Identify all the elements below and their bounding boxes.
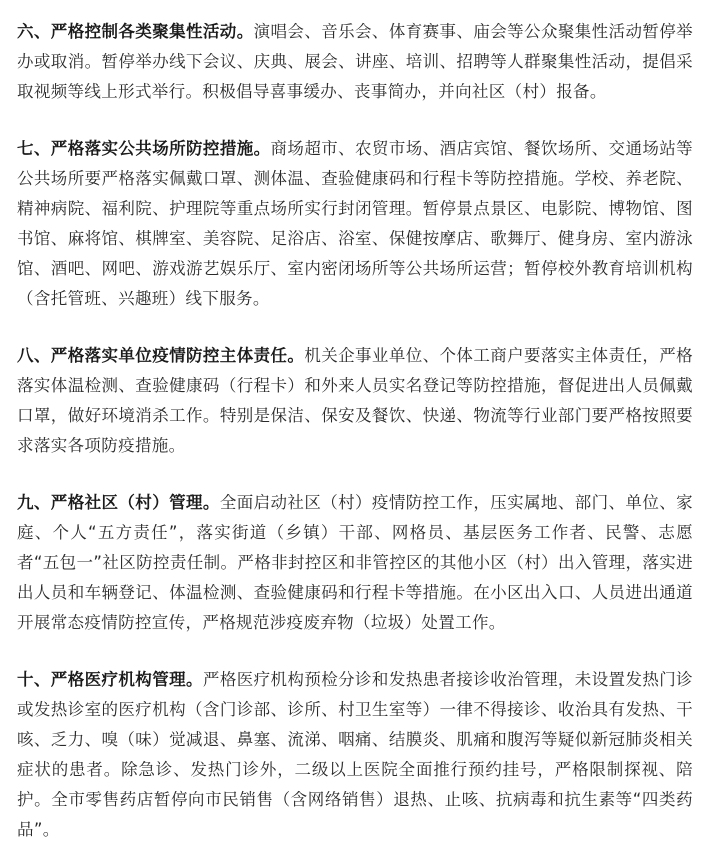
section-heading: 六、严格控制各类聚集性活动。 <box>17 22 254 41</box>
section-7 <box>17 134 693 314</box>
section-text: 演唱会、音乐会、体育赛事、庙会等公众聚集性活动暂停举办或取消。暂停举办线下会议、庆典、展会、讲座、培训、招聘等人群聚集性活动，提倡采取视频等线上形式举行。积极倡导喜事缓办、丧事简办，并向社区（村）报备。 <box>17 22 693 101</box>
section-9 <box>17 488 693 638</box>
section-text: 全面启动社区（村）疫情防控工作，压实属地、部门、单位、家庭、个人“五方责任”，落实街道（乡镇）干部、网格员、基层医务工作者、民警、志愿者“五包一”社区防控责任制。严格非封控区和非管控区的其他小区（村）出入管理，落实进出人员和车辆登记、体温检测、查验健康码和行程卡等措施。在小区出入口、人员进出通道开展常态疫情防控宣传，严格规范涉疫废弃物（垃圾）处置工作。 <box>17 493 693 632</box>
section-8 <box>17 341 693 461</box>
section-10 <box>17 665 693 845</box>
section-heading: 十、严格医疗机构管理。 <box>17 670 203 689</box>
section-text: 严格医疗机构预检分诊和发热患者接诊收治管理，未设置发热门诊或发热诊室的医疗机构（含门诊部、诊所、村卫生室等）一律不得接诊、收治具有发热、干咳、乏力、嗅（味）觉减退、鼻塞、流涕、咽痛、结膜炎、肌痛和腹泻等疑似新冠肺炎相关症状的患者。除急诊、发热门诊外，二级以上医院全面推行预约挂号，严格限制探视、陪护。全市零售药店暂停向市民销售（含网络销售）退热、止咳、抗病毒和抗生素等“四类药品”。 <box>17 670 693 839</box>
section-heading: 七、严格落实公共场所防控措施。 <box>17 139 271 158</box>
section-heading: 八、严格落实单位疫情防控主体责任。 <box>17 346 305 365</box>
section-6 <box>17 17 693 107</box>
section-text: 商场超市、农贸市场、酒店宾馆、餐饮场所、交通场站等公共场所要严格落实佩戴口罩、测体温、查验健康码和行程卡等防控措施。学校、养老院、精神病院、福利院、护理院等重点场所实行封闭管理。暂停景点景区、电影院、博物馆、图书馆、麻将馆、棋牌室、美容院、足浴店、浴室、保健按摩店、歌舞厅、健身房、室内游泳馆、酒吧、网吧、游戏游艺娱乐厅、室内密闭场所等公共场所运营；暂停校外教育培训机构（含托管班、兴趣班）线下服务。 <box>17 139 694 308</box>
section-text: 机关企事业单位、个体工商户要落实主体责任，严格落实体温检测、查验健康码（行程卡）和外来人员实名登记等防控措施，督促进出人员佩戴口罩，做好环境消杀工作。特别是保洁、保安及餐饮、快递、物流等行业部门要严格按照要求落实各项防疫措施。 <box>17 346 693 455</box>
section-heading: 九、严格社区（村）管理。 <box>17 493 220 512</box>
